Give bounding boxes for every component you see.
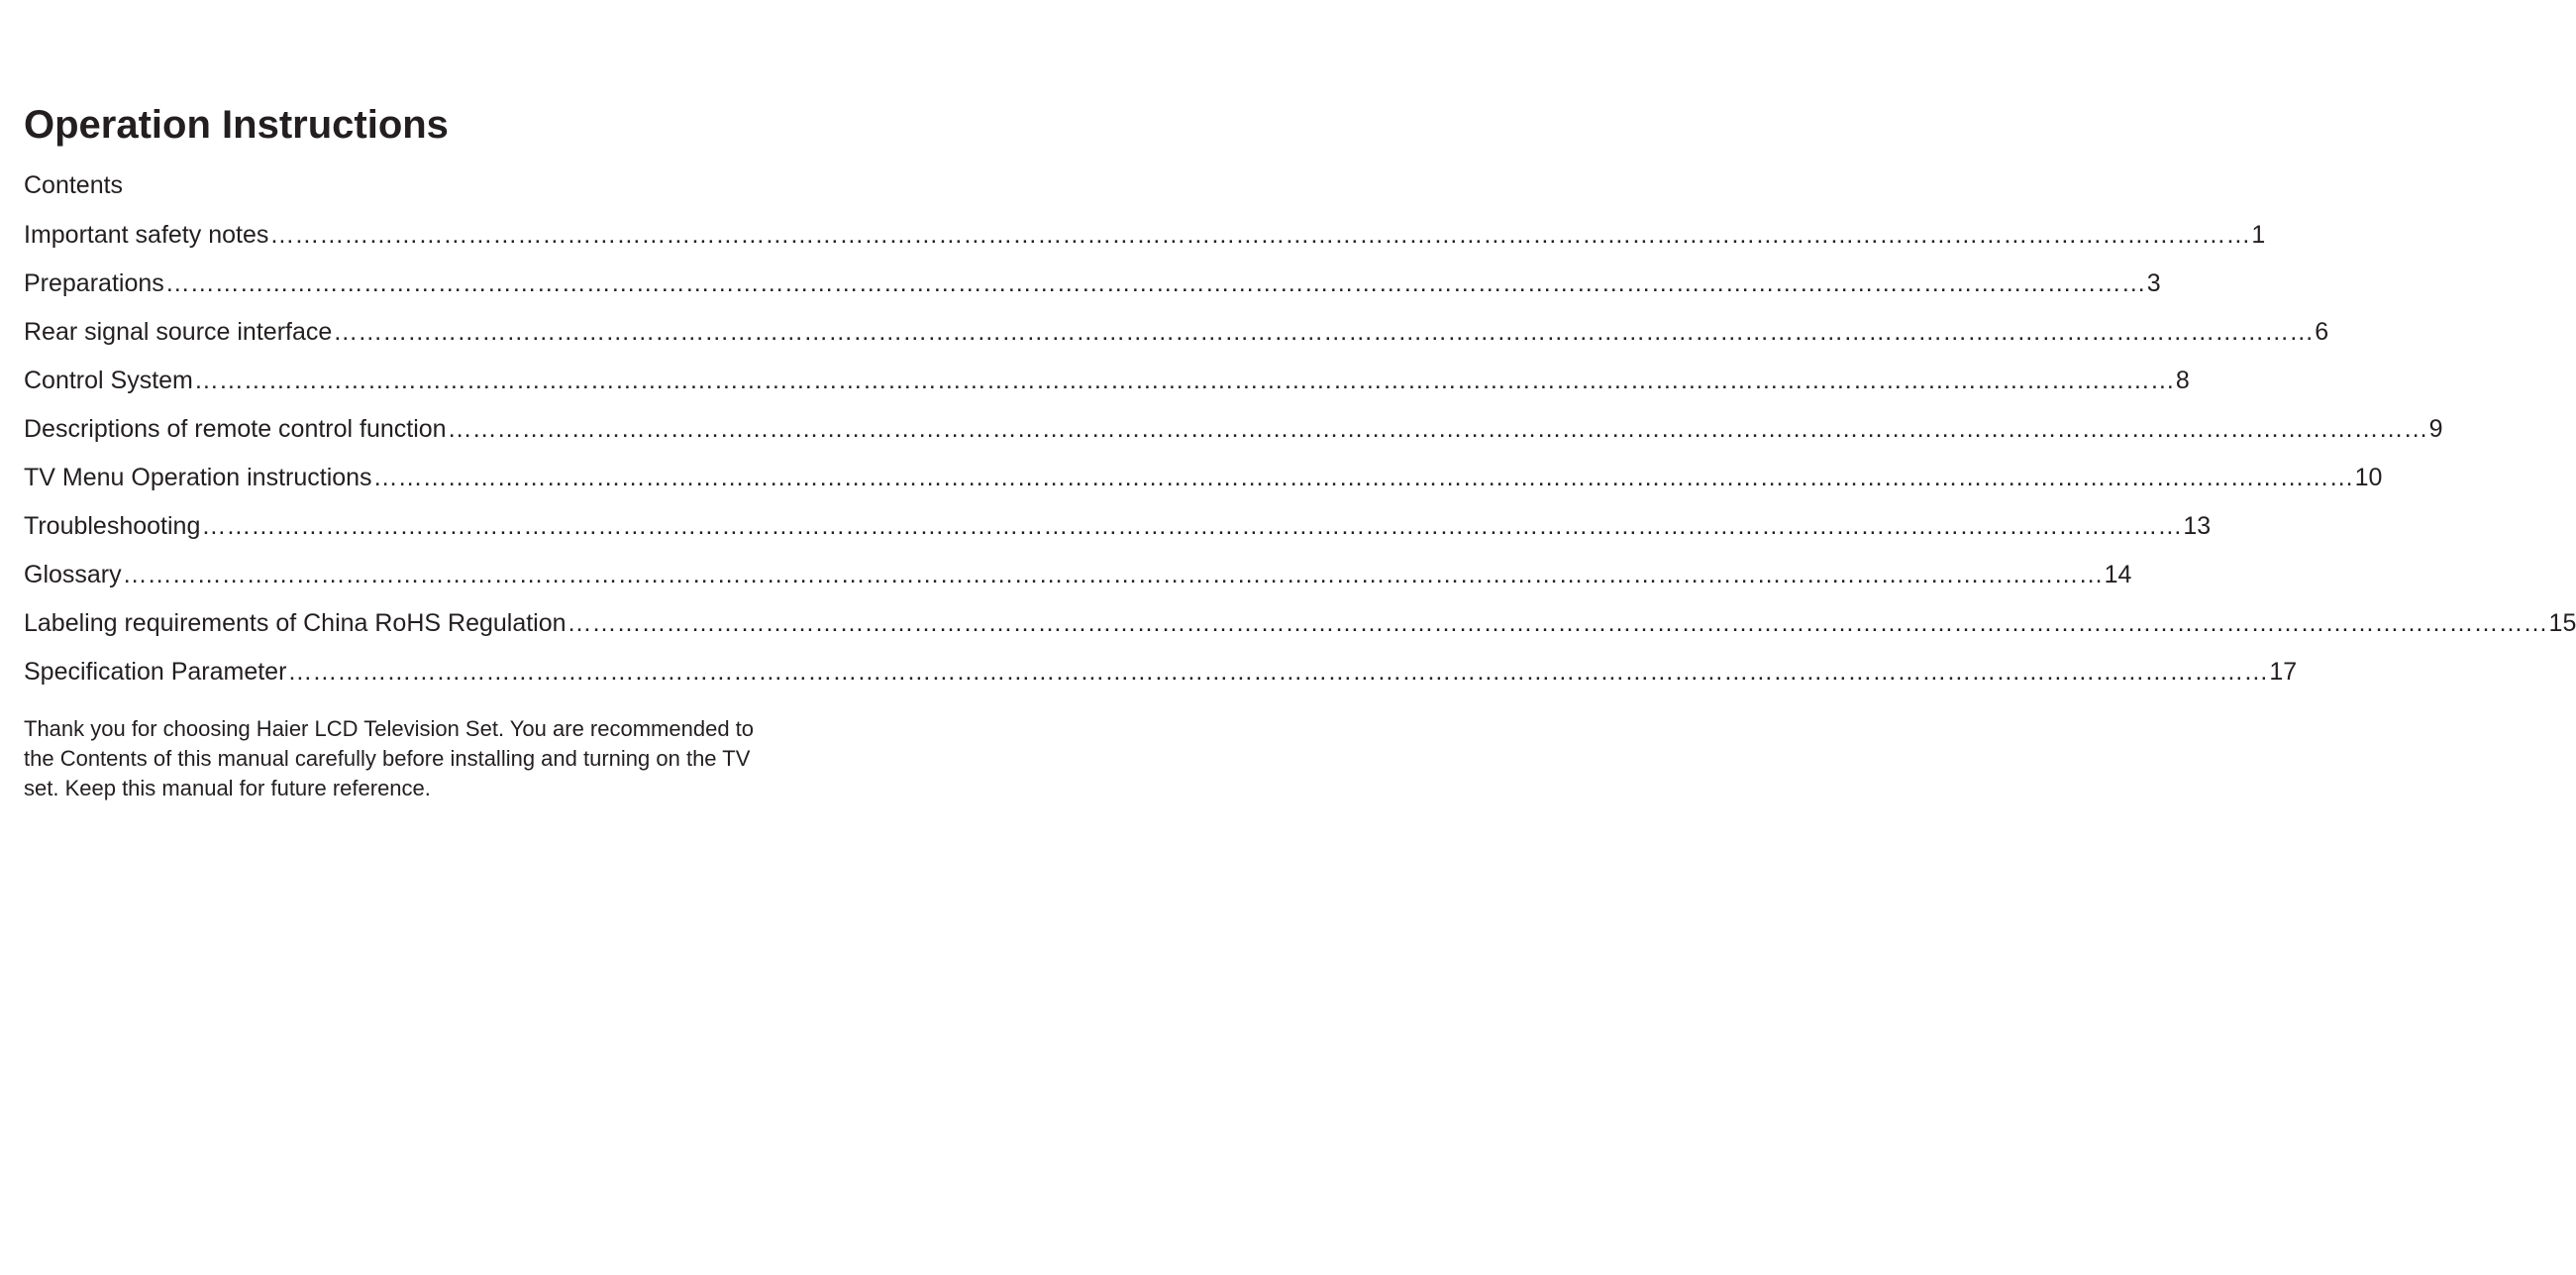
toc-dot-leader: …………………………………………………………………………………………………………………………………………………………………………………………………………………… — [567, 609, 2548, 637]
toc-dot-leader: …………………………………………………………………………………………………………………………………………………………………………………………………………………… — [269, 221, 2251, 249]
toc-entry-troubleshooting — [24, 510, 2212, 559]
toc-dot-leader: …………………………………………………………………………………………………………………………………………………………………………………………………………………… — [201, 512, 2183, 540]
toc-dot-leader: …………………………………………………………………………………………………………………………………………………………………………………………………………………… — [193, 367, 2175, 394]
toc-entry-important-safety-notes — [24, 219, 2266, 267]
toc-entry-label: Rear signal source interface — [24, 318, 333, 346]
toc-dot-leader: …………………………………………………………………………………………………………………………………………………………………………………………………………………… — [287, 658, 2269, 686]
table-of-contents — [24, 219, 2576, 704]
toc-dot-leader: …………………………………………………………………………………………………………………………………………………………………………………………………………………… — [447, 415, 2428, 443]
toc-entry-label: Important safety notes — [24, 221, 269, 249]
toc-dot-leader: …………………………………………………………………………………………………………………………………………………………………………………………………………………… — [372, 464, 2354, 491]
toc-entry-china-rohs-labeling — [24, 607, 2576, 656]
toc-page-number: 3 — [2146, 269, 2161, 297]
toc-page-number: 8 — [2175, 367, 2190, 394]
toc-page-number: 6 — [2315, 318, 2329, 346]
toc-entry-remote-control-functions — [24, 413, 2443, 462]
toc-entry-label: Preparations — [24, 269, 164, 297]
toc-entry-label: Descriptions of remote control function — [24, 415, 447, 443]
toc-entry-label: TV Menu Operation instructions — [24, 464, 372, 491]
toc-dot-leader: …………………………………………………………………………………………………………………………………………………………………………………………………………………… — [122, 561, 2104, 588]
toc-page-number: 14 — [2104, 561, 2132, 588]
toc-entry-specification-parameter — [24, 656, 2298, 704]
toc-entry-label: Glossary — [24, 561, 122, 588]
toc-entry-label: Troubleshooting — [24, 512, 201, 540]
toc-entry-tv-menu-operation — [24, 462, 2383, 510]
toc-page-number: 13 — [2183, 512, 2212, 540]
toc-entry-preparations — [24, 267, 2161, 316]
toc-dot-leader: …………………………………………………………………………………………………………………………………………………………………………………………………………………… — [164, 269, 2146, 297]
toc-entry-control-system — [24, 365, 2190, 413]
contents-heading: Contents — [24, 171, 124, 199]
toc-entry-label: Labeling requirements of China RoHS Regulation — [24, 609, 567, 637]
toc-page-number: 15 — [2548, 609, 2576, 637]
toc-entry-label: Specification Parameter — [24, 658, 287, 686]
toc-page-number: 1 — [2251, 221, 2266, 249]
toc-page-number: 10 — [2354, 464, 2383, 491]
intro-paragraph: Thank you for choosing Haier LCD Television Set. You are recommended to the Contents of this manual carefully before installing and turning on the TV set. Keep this manual for future reference. — [24, 716, 755, 800]
toc-entry-glossary — [24, 559, 2132, 607]
toc-entry-label: Control System — [24, 367, 193, 394]
page-title: Operation Instructions — [24, 103, 449, 147]
toc-entry-rear-signal-source-interface — [24, 316, 2329, 365]
toc-dot-leader: …………………………………………………………………………………………………………………………………………………………………………………………………………………… — [333, 318, 2315, 346]
toc-page-number: 17 — [2269, 658, 2298, 686]
toc-page-number: 9 — [2428, 415, 2443, 443]
